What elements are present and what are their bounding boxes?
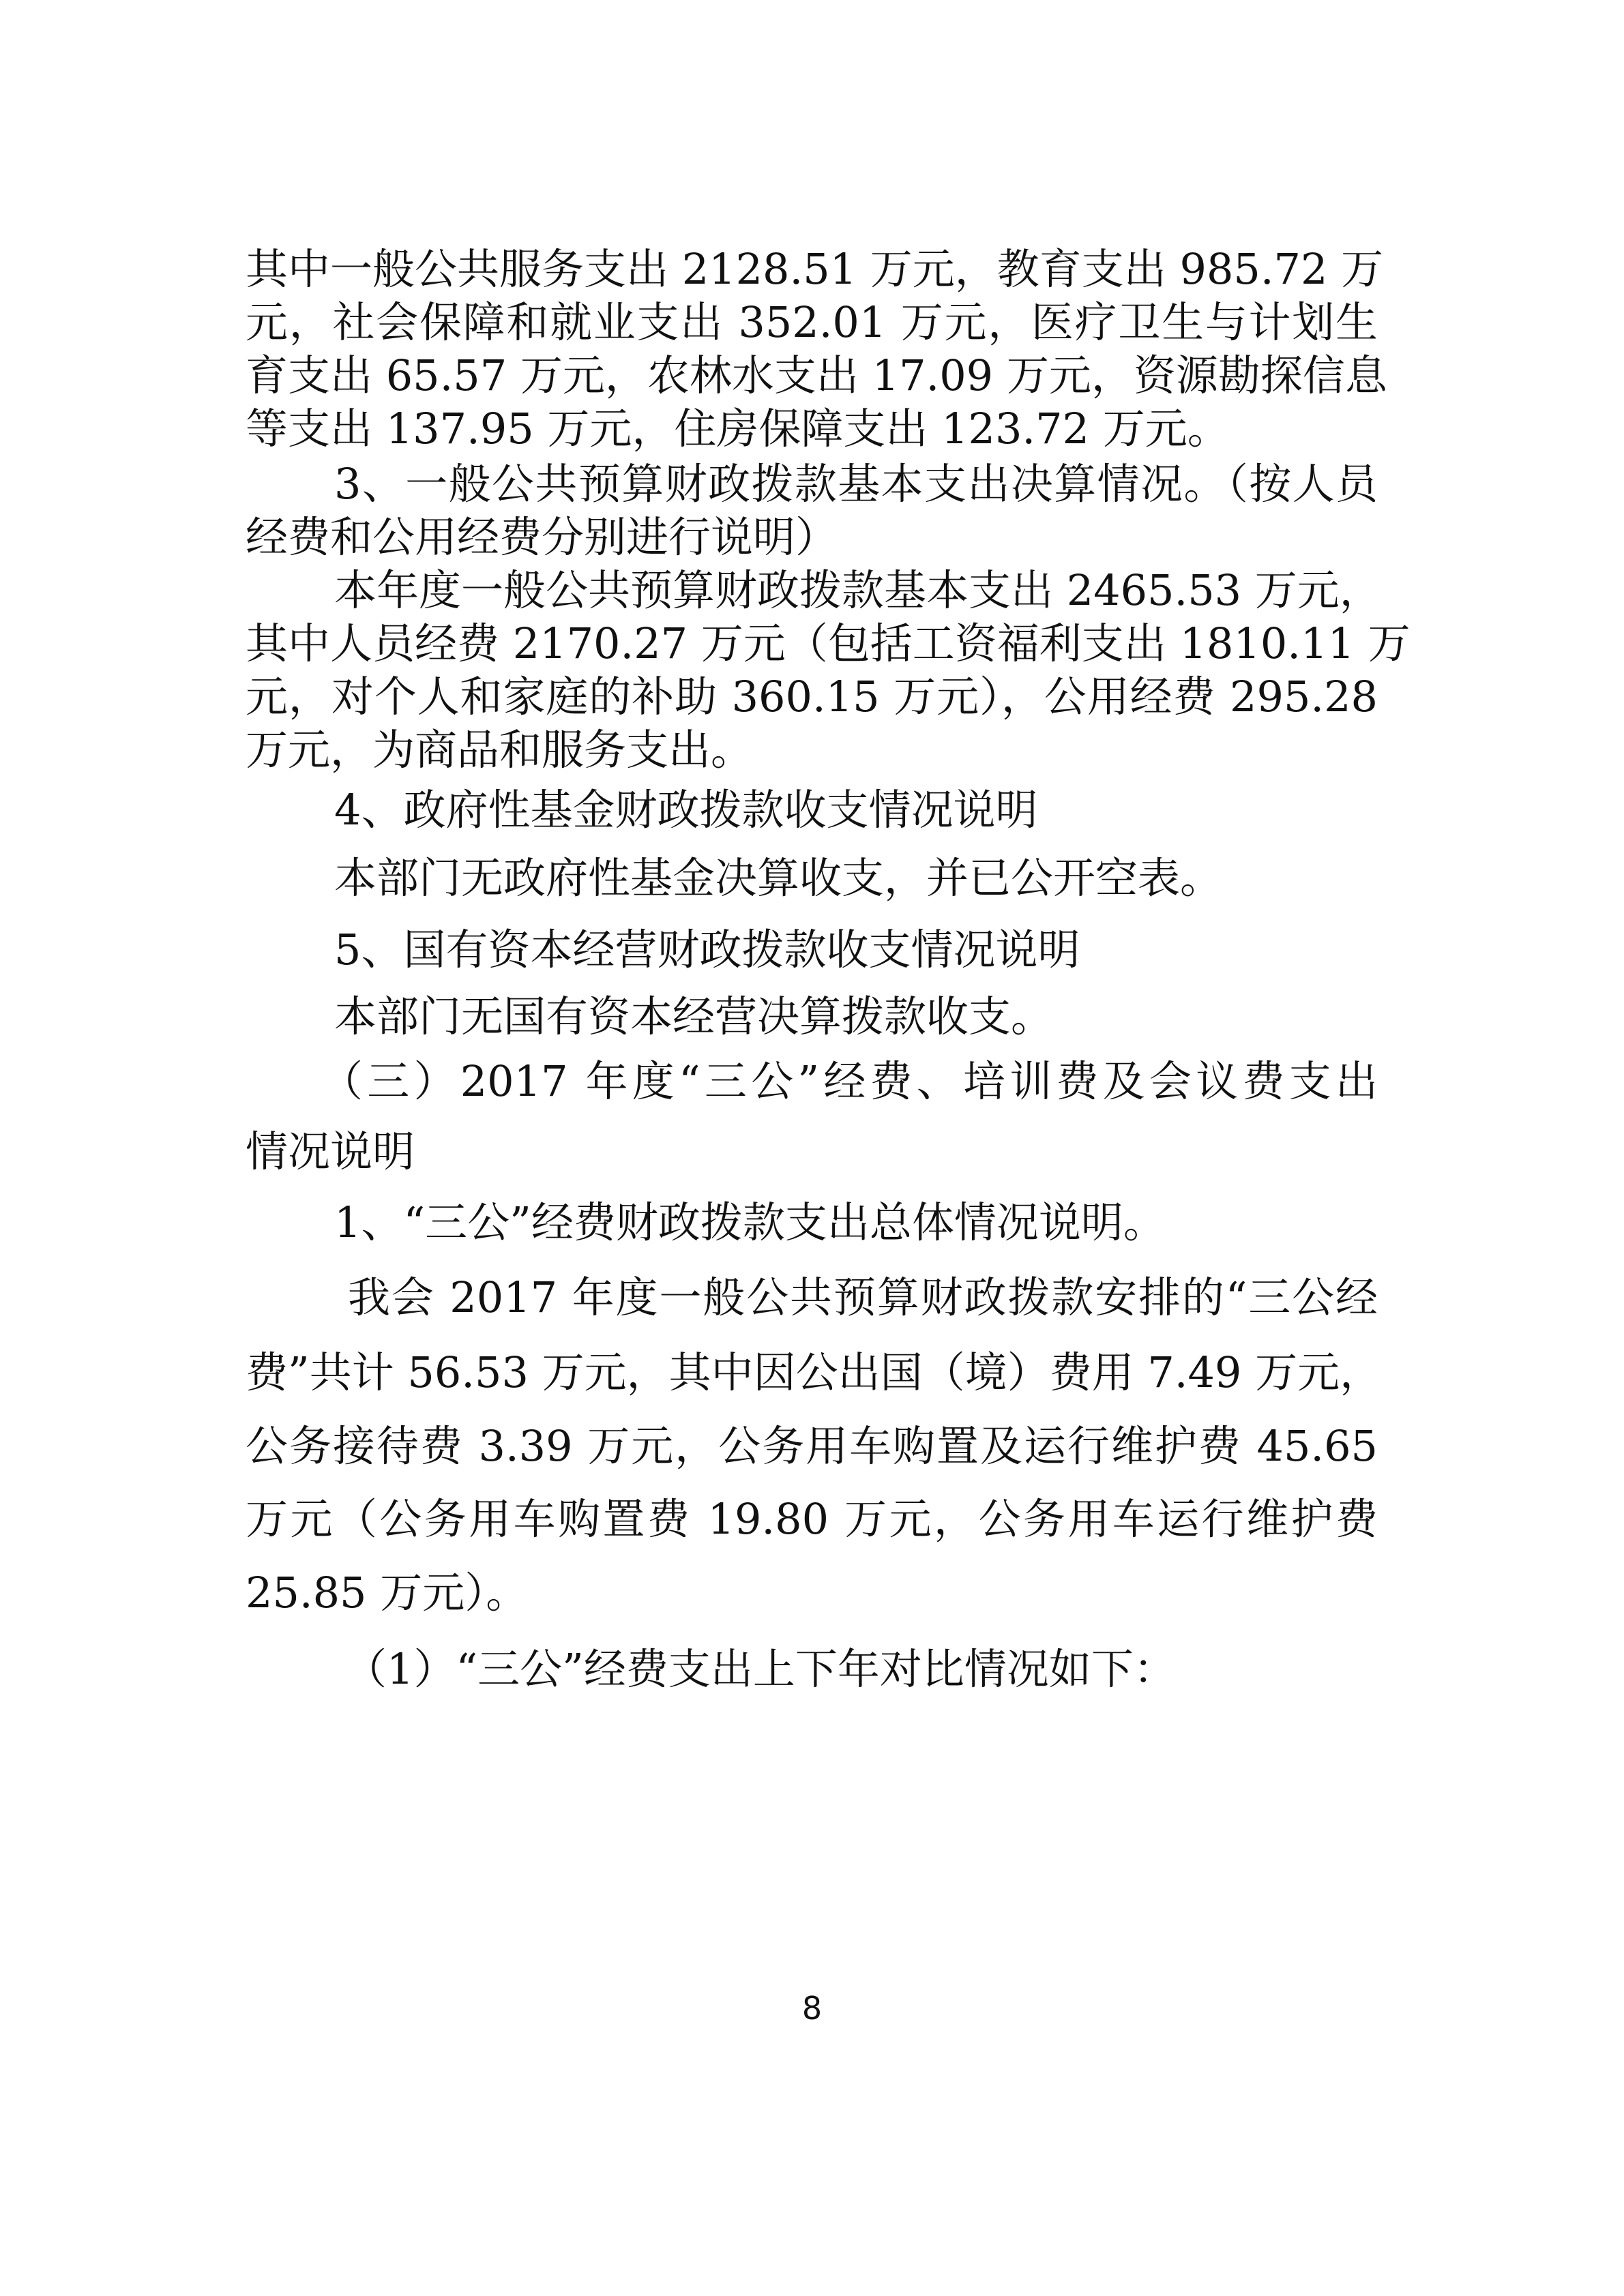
paragraph-line: 育支出 65.57 万元，农林水支出 17.09 万元，资源勘探信息 (246, 351, 1387, 400)
paragraph-line: 元，社会保障和就业支出 352.01 万元，医疗卫生与计划生 (246, 297, 1378, 347)
paragraph-line: 元，对个人和家庭的补助 360.15 万元），公用经费 295.28 (246, 672, 1378, 721)
paragraph-line: 其中人员经费 2170.27 万元（包括工资福利支出 1810.11 万 (246, 618, 1411, 668)
paragraph-line: 25.85 万元）。 (246, 1568, 529, 1617)
paragraph-line: 公务接待费 3.39 万元，公务用车购置及运行维护费 45.65 (246, 1421, 1378, 1471)
section-heading: 经费和公用经费分别进行说明） (246, 512, 838, 562)
section-heading: 情况说明 (246, 1127, 415, 1176)
paragraph-line: 万元（公务用车购置费 19.80 万元，公务用车运行维护费 (246, 1494, 1378, 1544)
section-heading: 5、国有资本经营财政拨款收支情况说明 (334, 925, 1080, 974)
paragraph-line: 等支出 137.95 万元，住房保障支出 123.72 万元。 (246, 404, 1230, 453)
paragraph-line: 费”共计 56.53 万元，其中因公出国（境）费用 7.49 万元， (246, 1347, 1383, 1397)
section-heading: （三）2017 年度“三公”经费、培训费及会议费支出 (321, 1056, 1378, 1106)
section-heading: 3、一般公共预算财政拨款基本支出决算情况。（按人员 (334, 459, 1378, 509)
section-heading: （1）“三公”经费支出上下年对比情况如下： (344, 1644, 1176, 1694)
paragraph-line: 本年度一般公共预算财政拨款基本支出 2465.53 万元， (334, 565, 1382, 615)
paragraph-line: 本部门无政府性基金决算收支，并已公开空表。 (334, 853, 1223, 903)
paragraph-line: 本部门无国有资本经营决算拨款收支。 (334, 992, 1054, 1041)
paragraph-line: 其中一般公共服务支出 2128.51 万元，教育支出 985.72 万 (246, 244, 1384, 294)
paragraph-line: 我会 2017 年度一般公共预算财政拨款安排的“三公经 (348, 1272, 1378, 1322)
section-heading: 1、“三公”经费财政拨款支出总体情况说明。 (334, 1197, 1166, 1247)
section-heading: 4、政府性基金财政拨款收支情况说明 (334, 785, 1038, 835)
paragraph-line: 万元，为商品和服务支出。 (246, 725, 754, 775)
page-number: 8 (801, 1990, 823, 2027)
